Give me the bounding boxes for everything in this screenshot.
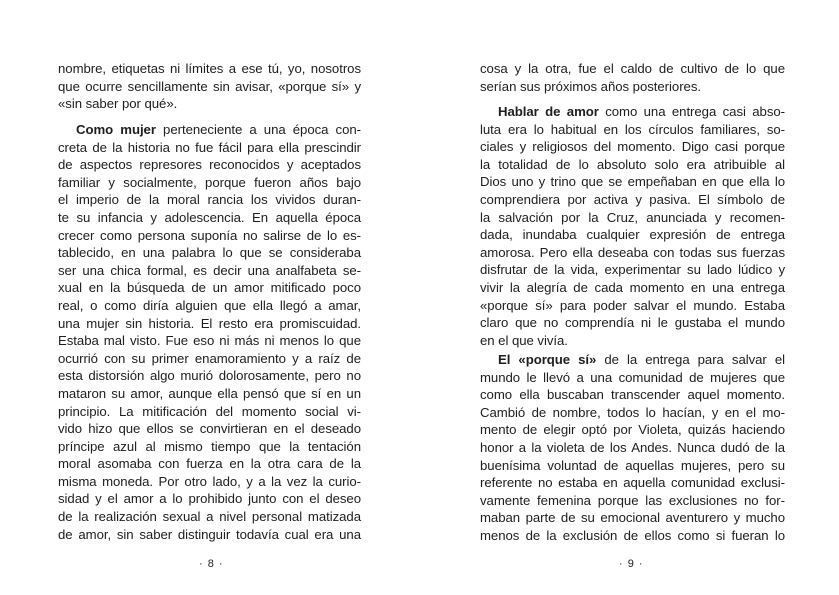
text-line: familiar y socialmente, porque fueron años bajo: [58, 174, 361, 190]
left-paragraph-2: [58, 121, 361, 543]
text-line: xual en la búsqueda de un amor mitificado poco: [58, 280, 361, 296]
right-page: [420, 0, 839, 595]
text-line: vamente femenina porque las exclusiones no for-: [480, 492, 785, 508]
left-paragraph-1: [58, 60, 361, 113]
text-line: esta distorsión algo murió dolorosamente, pero no: [58, 368, 361, 384]
right-paragraph-2: [480, 103, 785, 349]
text-line: real, o como diría alguien que ella llegó a amar,: [58, 297, 361, 313]
text-line-rest: como una entrega casi abso-: [598, 104, 785, 119]
text-line: sidad y el amor a lo prohibido junto con el deseo: [58, 491, 361, 507]
text-line: como ella buscaban transcender aquel momento.: [480, 387, 785, 403]
text-line: nombre, etiquetas ni límites a ese tú, yo, nosotros: [58, 61, 361, 76]
text-line: [480, 351, 785, 369]
text-line: crecer como persona suponía no salirse de lo es-: [58, 227, 361, 243]
text-line: que ocurre sencillamente sin avisar, «porque sí» y: [58, 78, 361, 94]
text-line: príncipe azul al mismo tiempo que la tentación: [58, 438, 361, 454]
text-line: honor a la violeta de los Andes. Nunca dudó de la: [480, 439, 785, 455]
text-line: maban parte de su emocional aventurero y mucho: [480, 510, 785, 526]
text-line: misma moneda. Por otro lado, y a la vez la curio-: [58, 473, 361, 489]
bold-lead: Como mujer: [76, 122, 156, 137]
page-number: · 8 ·: [199, 558, 224, 570]
text-line: mundo le llevó a una comunidad de mujeres que: [480, 369, 785, 385]
text-line: cosa y la otra, fue el caldo de cultivo de lo que: [480, 61, 785, 76]
text-line: comprendiera por activa y pasiva. El símbolo de: [480, 191, 785, 207]
text-line: de aspectos represores reconocidos y aceptados: [58, 157, 361, 173]
text-line: Dios uno y trino que se empeñaban en que ella lo: [480, 174, 785, 190]
text-line: una mujer sin historia. El resto era promiscuidad.: [58, 315, 361, 331]
text-line: amorosa. Pero ella deseaba con todas sus fuerzas: [480, 244, 785, 260]
text-line: vivir la alegría de cada momento en una entrega: [480, 279, 785, 295]
text-line: claro que no comprendía ni le gustaba el mundo: [480, 315, 785, 331]
text-line: Cambió de nombre, todos lo hacían, y en el mo-: [480, 404, 785, 420]
text-line: referente no estaba en aquella comunidad exclusi-: [480, 475, 785, 491]
bold-lead: Hablar de amor: [498, 104, 599, 119]
text-line: en el que vivía.: [480, 332, 568, 348]
text-line: la totalidad de lo absoluto solo era atribuible al: [480, 156, 785, 172]
text-line: luta era lo habitual en los círculos familiares, so-: [480, 121, 785, 137]
text-line: de la realización sexual a nivel personal matizada: [58, 509, 361, 525]
text-line: dada, inundaba cualquier expresión de entrega: [480, 227, 785, 243]
right-paragraph-3: [480, 351, 785, 545]
text-line: ciales y religiosos del momento. Digo casi porque: [480, 139, 785, 155]
text-line: Estaba mal visto. Fue eso ni más ni menos lo que: [58, 333, 361, 349]
text-line: menos de la exclusión de ellos como si fueran lo: [480, 527, 785, 543]
text-line: [480, 103, 785, 121]
text-line: el imperio de la moral rancia los vividos duran-: [58, 192, 361, 208]
text-line: moral asomaba con fuerza en la otra cara de la: [58, 456, 361, 472]
text-line: creta de la historia no fue fácil para ella prescindir: [58, 139, 361, 155]
text-line: buenísima voluntad de aquellas mujeres, pero su: [480, 457, 785, 473]
text-line: mento de elegir optó por Violeta, quizás haciendo: [480, 422, 785, 438]
text-line-rest: perteneciente a una época con-: [155, 122, 362, 137]
text-line: «porque sí» para poder salvar el mundo. Estaba: [480, 297, 785, 313]
text-line: ser una chica formal, es decir una analfabeta se-: [58, 262, 361, 278]
page-number: · 9 ·: [619, 558, 644, 570]
text-line: vido hizo que ellos se convirtieran en el deseado: [58, 421, 361, 437]
text-line: te su infancia y adolescencia. En aquella época: [58, 209, 361, 225]
text-line: ocurrió con su primer enamoramiento y a raíz de: [58, 350, 361, 366]
bold-lead: El «porque sí»: [498, 352, 597, 367]
text-line-rest: de la entrega para salvar el: [596, 352, 785, 367]
text-line: principio. La mitificación del momento social vi-: [58, 403, 361, 419]
text-line: serían sus próximos años posteriores.: [480, 78, 701, 94]
text-line: la salvación por la Cruz, anunciada y recomen-: [480, 209, 785, 225]
text-line: [58, 121, 361, 139]
text-line: «sin saber por qué».: [58, 96, 178, 112]
text-line: mataron su amor, aunque ella pensó que sí en un: [58, 385, 361, 401]
text-line: de amor, sin saber distinguir todavía cual era una: [58, 526, 361, 542]
text-line: tablecido, en una palabra lo que se consideraba: [58, 245, 361, 261]
text-line: disfrutar de la vida, experimentar su lado lúdico y: [480, 262, 785, 278]
right-paragraph-1: [480, 60, 785, 95]
